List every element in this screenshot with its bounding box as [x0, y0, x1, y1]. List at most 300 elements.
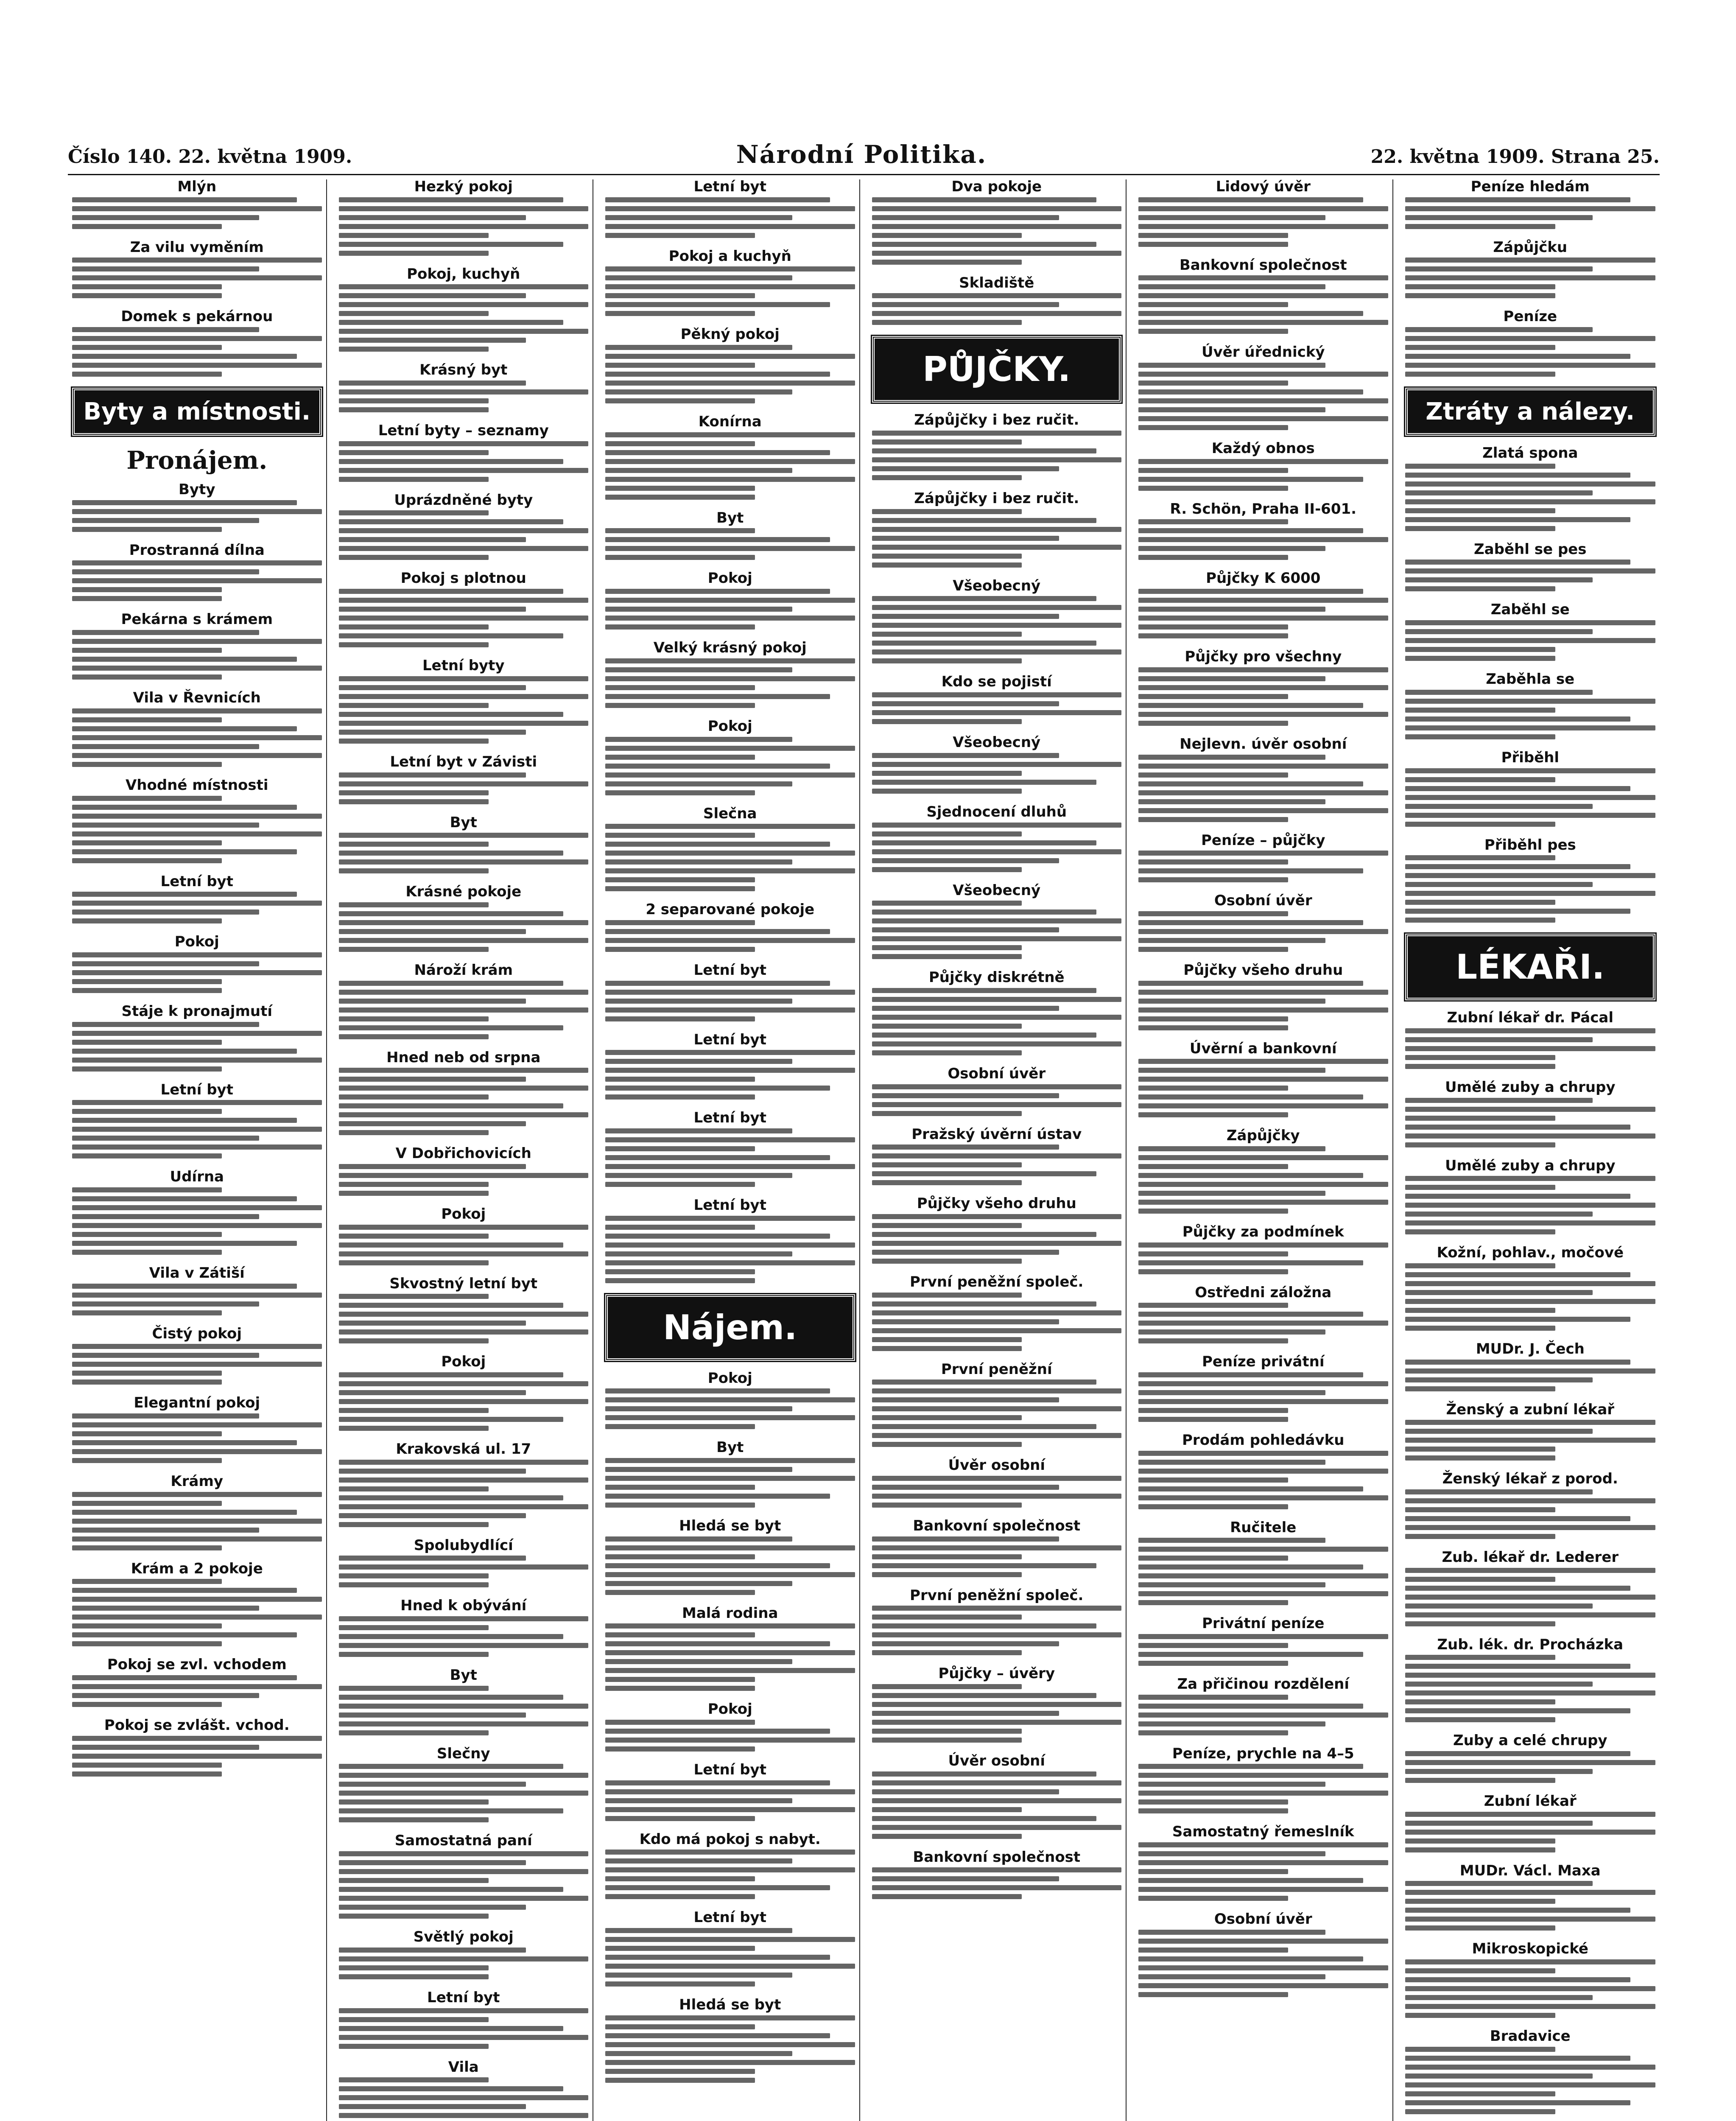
ad-body-text — [1405, 1812, 1656, 1852]
ad-headline: Stáje k pronajmutí — [121, 1002, 272, 1020]
ad-body-text — [605, 1128, 855, 1187]
classified-ad — [72, 691, 322, 767]
ad-body-text — [605, 920, 855, 952]
ad-body-text — [339, 833, 589, 873]
ad-headline: Zaběhl se pes — [1474, 540, 1587, 558]
ad-headline: Skladiště — [959, 274, 1034, 291]
ad-body-text — [72, 1492, 322, 1550]
ad-column — [1134, 179, 1393, 2121]
ad-headline: Bankovní společnost — [913, 1517, 1081, 1534]
ad-headline: První peněžní společ. — [910, 1587, 1084, 1604]
ad-headline: Zápůjčky i bez ručit. — [914, 411, 1079, 429]
ad-body-text — [1138, 275, 1388, 334]
ad-headline: Zubní lékař — [1484, 1793, 1577, 1810]
ad-body-text — [339, 981, 589, 1039]
classified-ad — [339, 2060, 589, 2121]
classified-ad — [872, 1127, 1122, 1186]
ad-body-text — [872, 197, 1122, 265]
ad-headline: Udírna — [170, 1168, 224, 1186]
masthead — [68, 140, 1660, 175]
ad-body-text — [1405, 560, 1656, 591]
ad-body-text — [72, 1284, 322, 1315]
classified-ad — [1405, 838, 1656, 923]
ad-body-text — [872, 596, 1122, 663]
ad-body-text — [1405, 464, 1656, 531]
ad-body-text — [1138, 1842, 1388, 1901]
ad-body-text — [72, 500, 322, 532]
ad-body-text — [1138, 1242, 1388, 1274]
classified-ad — [339, 363, 589, 412]
classified-ad — [339, 1833, 589, 1919]
classified-ad — [72, 1170, 322, 1255]
ad-headline: Hned neb od srpna — [386, 1049, 541, 1066]
classified-ad — [872, 1754, 1122, 1839]
classified-ad — [1138, 1616, 1388, 1666]
classified-ad — [339, 267, 589, 352]
classified-ad — [72, 1266, 322, 1315]
ad-body-text — [872, 901, 1122, 959]
ad-headline: Sjednocení dluhů — [926, 803, 1067, 820]
classified-ad — [339, 1354, 589, 1431]
ad-column — [68, 179, 327, 2121]
ad-headline: Lidový úvěr — [1216, 179, 1311, 195]
section-banner: Ztráty a nálezy. — [1405, 388, 1656, 436]
classified-ad — [605, 1763, 855, 1821]
ad-body-text — [1405, 855, 1656, 923]
ad-headline: Slečny — [436, 1745, 490, 1762]
ad-body-text — [872, 988, 1122, 1055]
ad-headline: Letní byt — [693, 1761, 766, 1779]
ad-headline: Půjčky za podmínek — [1182, 1223, 1344, 1240]
ad-body-text — [872, 1771, 1122, 1839]
ad-body-text — [872, 1084, 1122, 1116]
ad-headline: Prodám pohledávku — [1182, 1432, 1345, 1449]
ad-headline: Byt — [450, 1667, 477, 1684]
ad-headline: Zaběhl se — [1490, 601, 1570, 618]
ad-headline: R. Schön, Praha II-601. — [1170, 500, 1357, 518]
ad-headline: Pražský úvěrní ústav — [911, 1125, 1082, 1143]
ad-headline: Letní byt v Závisti — [390, 753, 537, 770]
ad-body-text — [339, 589, 589, 647]
ad-headline: Půjčky K 6000 — [1206, 570, 1321, 587]
ad-headline: Pokoj — [707, 1701, 752, 1718]
ad-body-text — [605, 2015, 855, 2083]
classified-ad — [1138, 1912, 1388, 1997]
ad-headline: Mlýn — [177, 179, 217, 195]
classified-ad — [72, 179, 322, 229]
section-banner: PŮJČKY. — [872, 336, 1122, 403]
classified-ad — [339, 423, 589, 482]
ad-body-text — [339, 1225, 589, 1265]
ad-headline: Domek s pekárnou — [121, 308, 273, 325]
ad-headline: V Dobřichovicích — [395, 1145, 531, 1162]
ad-headline: Zuby a celé chrupy — [1453, 1732, 1607, 1749]
ad-headline: Kdo se pojistí — [941, 673, 1052, 691]
ad-body-text — [1138, 755, 1388, 822]
classified-ad — [605, 719, 855, 795]
ad-headline: Přiběhl pes — [1484, 836, 1576, 853]
classified-ad — [339, 571, 589, 647]
classified-ad — [1138, 1824, 1388, 1901]
classified-ad — [872, 1850, 1122, 1900]
ad-headline: Byt — [716, 509, 744, 526]
ad-headline: Osobní úvěr — [1214, 1911, 1312, 1928]
ad-headline: Letní byt — [427, 1989, 500, 2006]
ad-body-text — [72, 257, 322, 298]
classified-ad — [339, 1746, 589, 1823]
classified-ad — [1405, 2029, 1656, 2114]
ad-body-text — [605, 1850, 855, 1899]
classified-ad — [1405, 240, 1656, 299]
ad-headline: Pokoj a kuchyň — [668, 247, 791, 265]
ad-body-text — [339, 2077, 589, 2121]
ad-headline: Bradavice — [1490, 2028, 1571, 2045]
ad-headline: Ženský a zubní lékař — [1446, 1401, 1615, 1418]
ad-headline: Všeobecný — [953, 734, 1041, 751]
ad-body-text — [872, 431, 1122, 480]
ad-headline: Zápůjčky i bez ručit. — [914, 490, 1079, 507]
classified-ad — [72, 240, 322, 299]
ad-headline: Hledá se byt — [679, 1996, 781, 2014]
ad-body-text — [72, 560, 322, 601]
classified-ad — [339, 755, 589, 804]
ad-headline: Zaběhla se — [1486, 671, 1575, 688]
ad-headline: Ručitele — [1230, 1519, 1297, 1536]
classified-ad — [1138, 737, 1388, 822]
ad-body-text — [72, 1344, 322, 1385]
classified-ad — [339, 1538, 589, 1588]
ad-body-text — [1405, 620, 1656, 661]
ad-body-text — [72, 630, 322, 680]
ad-headline: Peníze, prychle na 4–5 — [1172, 1745, 1354, 1762]
ad-headline: Nároží krám — [414, 961, 513, 979]
classified-ad — [1138, 1433, 1388, 1509]
classified-ad — [72, 482, 322, 532]
classified-ad — [72, 543, 322, 602]
ad-body-text — [605, 345, 855, 403]
classified-ad — [1405, 1733, 1656, 1783]
ad-headline: Vila v Zátiší — [149, 1264, 245, 1282]
classified-ad — [1138, 1677, 1388, 1735]
classified-ad — [605, 511, 855, 560]
ad-headline: Letní byt — [693, 179, 766, 195]
ad-body-text — [1138, 1695, 1388, 1735]
ad-headline: Letní byt — [693, 1196, 766, 1214]
ad-body-text — [339, 510, 589, 560]
ad-body-text — [339, 2008, 589, 2049]
classified-ad — [339, 1442, 589, 1527]
ad-headline: Osobní úvěr — [948, 1065, 1046, 1082]
ad-body-text — [1405, 1568, 1656, 1626]
ad-body-text — [605, 1216, 855, 1283]
section-banner: Nájem. — [605, 1294, 855, 1361]
ad-headline: Ostředni záložna — [1195, 1284, 1332, 1301]
ad-headline: Úvěrní a bankovní — [1189, 1040, 1337, 1057]
ad-body-text — [1138, 1764, 1388, 1813]
ad-headline: 2 separované pokoje — [646, 901, 815, 918]
ad-headline: Peníze hledám — [1470, 179, 1590, 195]
ad-body-text — [605, 981, 855, 1021]
classified-ad — [339, 1930, 589, 1979]
ad-headline: Krámy — [171, 1473, 224, 1490]
ad-body-text — [1405, 1176, 1656, 1234]
ad-body-text — [872, 509, 1122, 568]
ad-body-text — [1405, 1881, 1656, 1931]
ad-headline: Kdo má pokoj s nabyt. — [639, 1830, 821, 1848]
ad-body-text — [72, 1413, 322, 1463]
classified-ad — [72, 1718, 322, 1777]
classified-ad — [605, 1198, 855, 1283]
classified-ad — [605, 1111, 855, 1187]
classified-ad — [605, 1606, 855, 1691]
ad-body-text — [872, 1293, 1122, 1351]
classified-ad — [1405, 1794, 1656, 1852]
classified-ad — [872, 491, 1122, 568]
classified-ad — [605, 249, 855, 316]
ad-body-text — [1405, 1959, 1656, 2018]
ad-headline: Krásný byt — [419, 361, 508, 379]
classified-ad — [72, 309, 322, 377]
ad-headline: Privátní peníze — [1202, 1615, 1325, 1632]
classified-ad — [1405, 309, 1656, 377]
ad-headline: Prostranná dílna — [129, 541, 265, 559]
classified-ad — [339, 493, 589, 560]
ad-headline: Letní byt — [693, 1109, 766, 1127]
ad-body-text — [872, 753, 1122, 794]
ad-column — [1401, 179, 1660, 2121]
classified-ad — [1405, 446, 1656, 531]
ad-body-text — [1405, 197, 1656, 229]
ad-body-text — [605, 1720, 855, 1752]
classified-ad — [72, 935, 322, 993]
ad-body-text — [1405, 1655, 1656, 1722]
ad-headline: Vhodné místnosti — [125, 776, 268, 794]
ad-headline: Nejlevn. úvěr osobní — [1180, 735, 1347, 753]
classified-ad — [872, 1666, 1122, 1743]
classified-ad — [872, 805, 1122, 872]
ad-body-text — [1138, 1538, 1388, 1605]
ad-body-text — [72, 708, 322, 767]
ad-headline: Pokoj — [441, 1353, 486, 1371]
ad-body-text — [339, 1372, 589, 1431]
classified-ad — [72, 612, 322, 680]
ad-body-text — [605, 1623, 855, 1691]
section-banner: Byty a místnosti. — [72, 388, 322, 436]
ad-headline: Kožní, pohlav., močové — [1437, 1244, 1624, 1262]
ad-columns — [68, 179, 1660, 2121]
classified-ad — [1405, 1010, 1656, 1069]
ad-body-text — [605, 658, 855, 708]
ad-body-text — [339, 1764, 589, 1822]
ad-body-text — [872, 1536, 1122, 1577]
ad-headline: Mikroskopické — [1472, 1940, 1588, 1958]
classified-ad — [1138, 345, 1388, 430]
ad-headline: Všeobecný — [953, 577, 1041, 594]
ad-body-text — [605, 432, 855, 500]
ad-body-text — [339, 1686, 589, 1735]
classified-ad — [339, 1276, 589, 1344]
ad-body-text — [1138, 1451, 1388, 1509]
classified-ad — [1138, 441, 1388, 491]
classified-ad — [605, 1832, 855, 1900]
ad-body-text — [339, 1294, 589, 1343]
ad-body-text — [339, 676, 589, 744]
ad-headline: Elegantní pokoj — [134, 1394, 260, 1412]
ad-body-text — [72, 1675, 322, 1707]
ad-body-text — [872, 823, 1122, 872]
ad-headline: Letní byt — [693, 1031, 766, 1048]
ad-body-text — [1405, 1489, 1656, 1539]
ad-headline: Pokoj se zvlášt. vchod. — [104, 1717, 290, 1734]
classified-ad — [1405, 542, 1656, 592]
ad-body-text — [872, 1867, 1122, 1899]
ad-body-text — [605, 1780, 855, 1821]
classified-ad — [1138, 502, 1388, 560]
classified-ad — [872, 1275, 1122, 1351]
classified-ad — [1138, 649, 1388, 726]
ad-headline: Úvěr osobní — [948, 1457, 1046, 1474]
classified-ad — [339, 884, 589, 952]
ad-headline: Úvěr osobní — [948, 1752, 1046, 1770]
classified-ad — [605, 179, 855, 238]
classified-ad — [1138, 258, 1388, 334]
ad-headline: Půjčky – úvěry — [938, 1665, 1055, 1682]
classified-ad — [339, 658, 589, 744]
ad-body-text — [72, 952, 322, 993]
ad-body-text — [1405, 327, 1656, 377]
ad-body-text — [872, 293, 1122, 325]
classified-ad — [605, 641, 855, 708]
issue-line: Číslo 140. 22. května 1909. — [68, 146, 352, 168]
ad-headline: Pokoj — [174, 933, 219, 951]
classified-ad — [1405, 1402, 1656, 1461]
ad-body-text — [605, 1458, 855, 1508]
classified-ad — [339, 1146, 589, 1196]
ad-headline: Malá rodina — [682, 1604, 778, 1622]
ad-body-text — [872, 1476, 1122, 1508]
ad-body-text — [1138, 589, 1388, 638]
ad-body-text — [339, 1851, 589, 1919]
ad-body-text — [605, 824, 855, 891]
classified-ad — [1405, 672, 1656, 739]
ad-body-text — [1405, 1098, 1656, 1147]
ad-headline: Půjčky všeho druhu — [1183, 961, 1343, 979]
classified-ad — [72, 1083, 322, 1159]
ad-headline: Letní byt — [160, 1081, 233, 1098]
ad-headline: Všeobecný — [953, 881, 1041, 899]
ad-body-text — [1405, 257, 1656, 298]
classified-ad — [1405, 1472, 1656, 1539]
date-page-line: 22. května 1909. Strana 25. — [1370, 146, 1660, 168]
ad-headline: Osobní úvěr — [1214, 892, 1312, 909]
ad-headline: Konírna — [698, 413, 762, 431]
classified-ad — [872, 735, 1122, 794]
ad-body-text — [605, 197, 855, 238]
ad-headline: Pokoj, kuchyň — [407, 265, 520, 283]
newspaper-title: Národní Politika. — [736, 140, 987, 169]
section-title: Pronájem. — [126, 446, 268, 475]
ad-body-text — [1138, 363, 1388, 430]
ad-body-text — [339, 1460, 589, 1527]
classified-ad — [339, 815, 589, 874]
classified-ad — [1138, 833, 1388, 883]
ad-body-text — [605, 528, 855, 560]
ad-headline: Letní byt — [160, 873, 233, 890]
ad-headline: Zlatá spona — [1482, 445, 1578, 462]
classified-ad — [872, 413, 1122, 480]
ad-headline: Zub. lékař dr. Lederer — [1442, 1549, 1619, 1566]
classified-ad — [605, 571, 855, 630]
ad-headline: MUDr. Václ. Maxa — [1459, 1862, 1601, 1879]
classified-ad — [1405, 1637, 1656, 1723]
classified-ad — [339, 179, 589, 256]
ad-body-text — [1405, 768, 1656, 827]
ad-headline: Přiběhl — [1501, 749, 1560, 766]
ad-body-text — [872, 1214, 1122, 1264]
classified-ad — [1405, 602, 1656, 661]
ad-body-text — [72, 1022, 322, 1072]
ad-headline: Pokoj — [707, 570, 752, 587]
ad-body-text — [605, 1536, 855, 1595]
ad-body-text — [339, 284, 589, 352]
ad-headline: Pokoj — [707, 717, 752, 735]
classified-ad — [605, 806, 855, 892]
classified-ad — [872, 276, 1122, 325]
ad-body-text — [1138, 851, 1388, 882]
classified-ad — [339, 1990, 589, 2049]
ad-body-text — [1138, 197, 1388, 247]
ad-headline: Vila v Řevnicích — [133, 689, 261, 707]
classified-ad — [1405, 750, 1656, 827]
ad-headline: MUDr. J. Čech — [1476, 1340, 1585, 1357]
ad-body-text — [1138, 981, 1388, 1030]
ad-headline: Půjčky všeho druhu — [917, 1195, 1076, 1212]
ad-body-text — [872, 1379, 1122, 1447]
ad-headline: Úvěr úřednický — [1201, 344, 1325, 361]
ad-body-text — [339, 772, 589, 804]
ad-body-text — [605, 266, 855, 316]
classified-ad — [872, 1362, 1122, 1447]
classified-ad — [1405, 179, 1656, 229]
ad-body-text — [339, 902, 589, 952]
ad-body-text — [339, 1068, 589, 1135]
ad-headline: Pokoj se zvl. vchodem — [107, 1656, 287, 1673]
ad-headline: Pokoj — [441, 1205, 486, 1223]
ad-body-text — [339, 441, 589, 482]
classified-ad — [872, 883, 1122, 960]
ad-headline: Zubní lékař dr. Pácal — [1447, 1009, 1613, 1027]
ad-headline: Hned k obývání — [400, 1597, 527, 1615]
ad-headline: Půjčky pro všechny — [1185, 648, 1342, 666]
classified-ad — [339, 1207, 589, 1265]
ad-body-text — [1405, 2047, 1656, 2114]
ad-body-text — [72, 327, 322, 377]
ad-body-text — [339, 1948, 589, 1979]
ad-headline: Umělé zuby a chrupy — [1445, 1078, 1616, 1096]
classified-ad — [605, 1998, 855, 2083]
ad-body-text — [1138, 1059, 1388, 1117]
ad-headline: Hledá se byt — [679, 1517, 781, 1534]
classified-ad — [605, 1033, 855, 1100]
classified-ad — [605, 963, 855, 1021]
ad-headline: Slečna — [703, 805, 757, 822]
classified-ad — [72, 1657, 322, 1707]
classified-ad — [872, 1458, 1122, 1508]
ad-headline: Peníze privátní — [1202, 1353, 1325, 1371]
ad-headline: První peněžní společ. — [910, 1273, 1084, 1290]
ad-body-text — [72, 892, 322, 923]
ad-headline: Vila — [448, 2058, 479, 2076]
